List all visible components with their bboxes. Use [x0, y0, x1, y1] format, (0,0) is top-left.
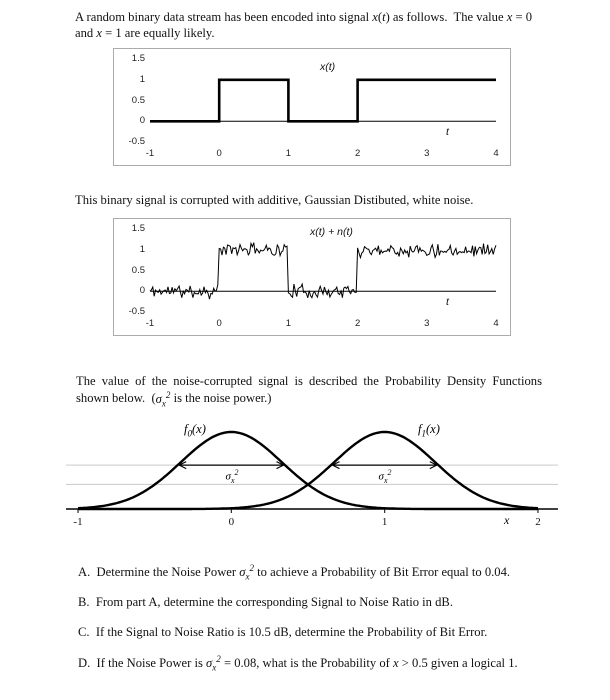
x-tick-label: 3: [424, 318, 430, 329]
x-tick-label: 2: [354, 318, 361, 329]
y-tick-label: -0.5: [128, 136, 145, 147]
question-c: C. If the Signal to Noise Ratio is 10.5 dB, determine the Probability of Bit Error.: [78, 625, 488, 639]
x-tick-label: 2: [354, 148, 361, 159]
x-tick-label: 0: [228, 516, 235, 528]
x-tick-label: -1: [73, 516, 83, 528]
variance-label-left: $\sigma_x^2$: [225, 468, 239, 485]
y-tick-label: 1: [139, 243, 145, 255]
x-tick-label: 1: [285, 148, 292, 159]
x-tick-label: 3: [424, 148, 430, 159]
x-tick-label: 0: [216, 318, 222, 329]
x-tick-label: 1: [285, 318, 292, 329]
y-tick-label: 1.5: [131, 223, 145, 234]
y-tick-label: 0: [139, 115, 145, 127]
x-tick-label: 0: [216, 148, 222, 159]
y-tick-label: 1: [139, 73, 145, 85]
variance-label-right: $\sigma_x^2$: [378, 468, 392, 485]
pdf-chart: [66, 420, 558, 535]
pdf-f0-label: $f_0(x)$: [184, 422, 206, 439]
x-tick-label: -1: [145, 318, 155, 329]
signal-series-label: x(t): [320, 61, 336, 73]
pdf-paragraph: The value of the noise-corrupted signal is described the Probability Density Functions shown below. ($\sigma_x^2$ is the noise power.): [76, 374, 542, 409]
noisy-xaxis-label: t: [446, 296, 449, 308]
x-tick-label: -1: [145, 148, 155, 159]
x-tick-label: 4: [493, 318, 499, 329]
x-tick-label: 4: [493, 148, 499, 159]
intro-paragraph: A random binary data stream has been encoded into signal x(t) as follows. The value x = 0 and x = 1 are equally likely.: [75, 10, 532, 41]
pdf-f1-label: $f_1(x)$: [418, 422, 440, 439]
noisy-series-label: x(t) + n(t): [310, 226, 353, 238]
question-a: A. Determine the Noise Power $\sigma_x^2$ to achieve a Probability of Bit Error equal to 0.04.: [78, 563, 511, 582]
y-tick-label: 0.5: [131, 264, 145, 276]
question-d: D. If the Noise Power is $\sigma_x^2 = 0.08$, what is the Probability of x > 0.5 given a logical 1.: [78, 654, 518, 673]
y-tick-label: 1.5: [131, 53, 145, 64]
pdf-chart-plot: [66, 420, 558, 535]
noise-paragraph: This binary signal is corrupted with additive, Gaussian Distibuted, white noise.: [75, 193, 474, 207]
y-tick-label: -0.5: [128, 306, 145, 317]
y-tick-label: 0.5: [131, 94, 145, 106]
pdf-xaxis-label: x: [504, 513, 510, 527]
signal-xaxis-label: t: [446, 126, 449, 138]
signal-chart: [113, 48, 511, 166]
x-tick-label: 1: [381, 516, 388, 528]
y-tick-label: 0: [139, 285, 145, 297]
signal-chart-plot: [114, 49, 510, 165]
x-tick-label: 2: [535, 516, 541, 528]
noisy-signal-chart: [113, 218, 511, 336]
question-b: B. From part A, determine the corresponding Signal to Noise Ratio in dB.: [78, 595, 453, 609]
